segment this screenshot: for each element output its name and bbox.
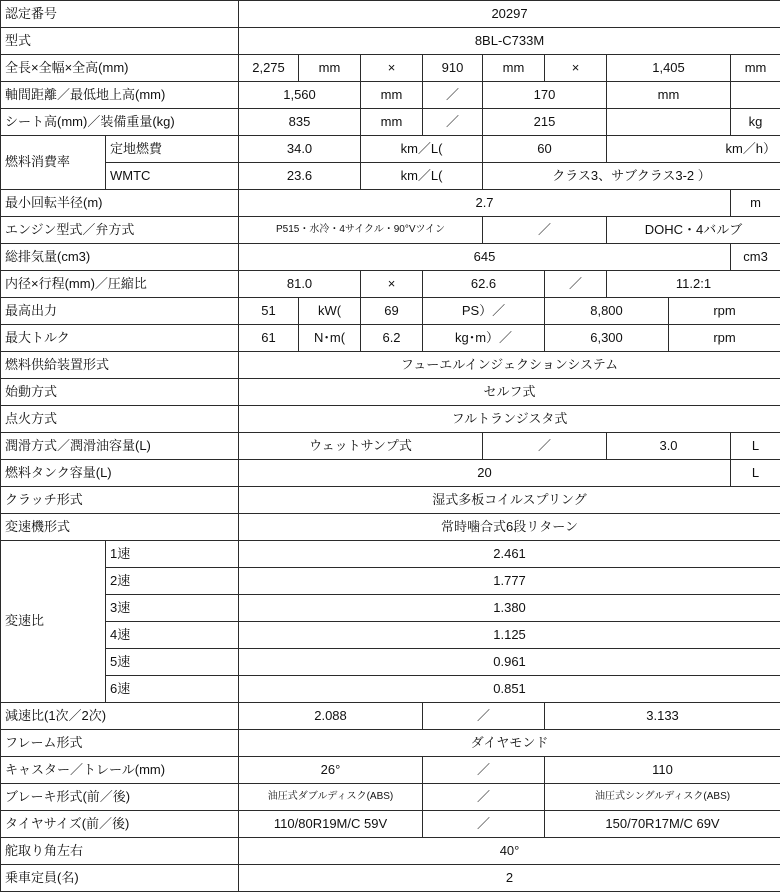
value-torque-kgm: 6.2 <box>361 325 423 352</box>
row-label-ignition: 点火方式 <box>1 406 239 433</box>
table-row <box>1 487 780 514</box>
row-label-caster-trail: キャスター／トレール(mm) <box>1 757 239 784</box>
table-row <box>1 136 780 163</box>
unit-displacement-cm3: cm3 <box>731 244 780 271</box>
row-label-dimensions: 全長×全幅×全高(mm) <box>1 55 239 82</box>
row-label-max-torque: 最大トルク <box>1 325 239 352</box>
gear-value-4: 1.125 <box>239 622 780 649</box>
gear-label-1: 1速 <box>106 541 239 568</box>
value-wmtc-class: クラス3、サブクラス3-2 ） <box>483 163 780 190</box>
unit-torque-rpm: rpm <box>669 325 780 352</box>
table-row <box>1 271 780 298</box>
row-label-max-power: 最高出力 <box>1 298 239 325</box>
value-seat-height: 835 <box>239 109 361 136</box>
value-stroke: 62.6 <box>423 271 545 298</box>
table-row <box>1 298 780 325</box>
row-label-seat-height-weight: シート高(mm)／装備重量(kg) <box>1 109 239 136</box>
unit-weight-kg: kg <box>731 109 780 136</box>
separator-slash-brake: ／ <box>423 784 545 811</box>
unit-power-kw: kW( <box>299 298 361 325</box>
value-oil-capacity: 3.0 <box>607 433 731 460</box>
table-row <box>1 352 780 379</box>
value-fuel-tank: 20 <box>239 460 731 487</box>
unit-wmtc-kml: km／L( <box>361 163 483 190</box>
value-starter: セルフ式 <box>239 379 780 406</box>
unit-oil-capacity-l: L <box>731 433 780 460</box>
separator-multiply-2: × <box>545 55 607 82</box>
table-row <box>1 757 780 784</box>
table-row <box>1 163 780 190</box>
row-label-model-code: 型式 <box>1 28 239 55</box>
table-row <box>1 676 780 703</box>
table-row <box>1 433 780 460</box>
separator-slash-lubrication: ／ <box>483 433 607 460</box>
gear-value-2: 1.777 <box>239 568 780 595</box>
value-engine-type: P515・水冷・4サイクル・90°Vツイン <box>239 217 483 244</box>
unit-wheelbase-mm: mm <box>361 82 423 109</box>
value-transmission: 常時噛合式6段リターン <box>239 514 780 541</box>
value-ground-clearance: 170 <box>483 82 607 109</box>
value-torque-nm: 61 <box>239 325 299 352</box>
table-row <box>1 406 780 433</box>
row-label-fuel-system: 燃料供給装置形式 <box>1 352 239 379</box>
value-passenger-capacity: 2 <box>239 865 780 892</box>
table-row <box>1 649 780 676</box>
table-row <box>1 622 780 649</box>
separator-slash-tire: ／ <box>423 811 545 838</box>
unit-ground-clearance-mm: mm <box>607 82 731 109</box>
table-row <box>1 703 780 730</box>
separator-multiply-1: × <box>361 55 423 82</box>
row-label-transmission: 変速機形式 <box>1 514 239 541</box>
unit-torque-kgm: kg･m）／ <box>423 325 545 352</box>
row-label-wheelbase: 軸間距離／最低地上高(mm) <box>1 82 239 109</box>
unit-turning-radius-m: m <box>731 190 780 217</box>
value-constant-speed-fuel: 34.0 <box>239 136 361 163</box>
table-row <box>1 811 780 838</box>
row-label-engine-type: エンジン型式／弁方式 <box>1 217 239 244</box>
table-row <box>1 730 780 757</box>
row-label-displacement: 総排気量(cm3) <box>1 244 239 271</box>
unit-length-mm: mm <box>299 55 361 82</box>
value-frame: ダイヤモンド <box>239 730 780 757</box>
unit-width-mm: mm <box>483 55 545 82</box>
unit-height-mm: mm <box>731 55 780 82</box>
gear-value-6: 0.851 <box>239 676 780 703</box>
value-ignition: フルトランジスタ式 <box>239 406 780 433</box>
row-label-starter: 始動方式 <box>1 379 239 406</box>
table-row <box>1 82 780 109</box>
unit-constant-speed-kml: km／L( <box>361 136 483 163</box>
separator-slash-reduction: ／ <box>423 703 545 730</box>
value-fuel-system: フューエルインジェクションシステム <box>239 352 780 379</box>
row-label-clutch: クラッチ形式 <box>1 487 239 514</box>
table-row <box>1 541 780 568</box>
value-power-ps: 69 <box>361 298 423 325</box>
table-row <box>1 595 780 622</box>
table-row <box>1 325 780 352</box>
row-label-reduction-ratio: 減速比(1次／2次) <box>1 703 239 730</box>
value-bore: 81.0 <box>239 271 361 298</box>
table-row <box>1 514 780 541</box>
value-overall-height: 1,405 <box>607 55 731 82</box>
separator-multiply-bore: × <box>361 271 423 298</box>
value-overall-length: 2,275 <box>239 55 299 82</box>
value-rear-brake: 油圧式シングルディスク(ABS) <box>545 784 780 811</box>
row-label-fuel-tank: 燃料タンク容量(L) <box>1 460 239 487</box>
value-clutch: 湿式多板コイルスプリング <box>239 487 780 514</box>
separator-slash-engine: ／ <box>483 217 607 244</box>
row-value-certification-number: 20297 <box>239 1 780 28</box>
separator-slash-bore: ／ <box>545 271 607 298</box>
value-compression-ratio: 11.2:1 <box>607 271 780 298</box>
value-overall-width: 910 <box>423 55 483 82</box>
row-label-certification-number: 認定番号 <box>1 1 239 28</box>
separator-slash-seat: ／ <box>423 109 483 136</box>
unit-torque-nm: N･m( <box>299 325 361 352</box>
gear-label-2: 2速 <box>106 568 239 595</box>
value-rear-tire: 150/70R17M/C 69V <box>545 811 780 838</box>
row-value-model-code: 8BL-C733M <box>239 28 780 55</box>
unit-constant-speed-kmh-label: km／h） <box>607 136 780 163</box>
value-curb-weight: 215 <box>483 109 607 136</box>
table-row <box>1 460 780 487</box>
gear-label-6: 6速 <box>106 676 239 703</box>
table-row <box>1 217 780 244</box>
gear-value-5: 0.961 <box>239 649 780 676</box>
table-row <box>1 784 780 811</box>
value-secondary-reduction: 3.133 <box>545 703 780 730</box>
value-turning-radius: 2.7 <box>239 190 731 217</box>
value-constant-speed-kmh: 60 <box>483 136 607 163</box>
value-wmtc-fuel: 23.6 <box>239 163 361 190</box>
table-row <box>1 190 780 217</box>
gear-label-3: 3速 <box>106 595 239 622</box>
table-row <box>1 568 780 595</box>
value-torque-rpm: 6,300 <box>545 325 669 352</box>
value-power-kw: 51 <box>239 298 299 325</box>
separator-slash-wheelbase: ／ <box>423 82 483 109</box>
table-row <box>1 55 780 82</box>
value-displacement: 645 <box>239 244 731 271</box>
spacer-wheelbase <box>731 82 780 109</box>
value-steering-angle: 40° <box>239 838 780 865</box>
separator-slash-caster: ／ <box>423 757 545 784</box>
unit-power-rpm: rpm <box>669 298 780 325</box>
unit-seat-mm: mm <box>361 109 423 136</box>
value-trail: 110 <box>545 757 780 784</box>
row-label-frame: フレーム形式 <box>1 730 239 757</box>
sub-label-wmtc: WMTC <box>106 163 239 190</box>
row-label-tire-size: タイヤサイズ(前／後) <box>1 811 239 838</box>
row-label-bore-stroke: 内径×行程(mm)／圧縮比 <box>1 271 239 298</box>
unit-fuel-tank-l: L <box>731 460 780 487</box>
sub-label-constant-speed: 定地燃費 <box>106 136 239 163</box>
table-row <box>1 244 780 271</box>
row-label-turning-radius: 最小回転半径(m) <box>1 190 239 217</box>
gear-value-1: 2.461 <box>239 541 780 568</box>
table-row <box>1 1 780 28</box>
gear-value-3: 1.380 <box>239 595 780 622</box>
value-caster: 26° <box>239 757 423 784</box>
row-label-fuel-consumption: 燃料消費率 <box>1 136 106 190</box>
table-row <box>1 865 780 892</box>
row-label-gear-ratios: 変速比 <box>1 541 106 703</box>
table-row <box>1 28 780 55</box>
table-row <box>1 109 780 136</box>
row-label-brakes: ブレーキ形式(前／後) <box>1 784 239 811</box>
gear-label-5: 5速 <box>106 649 239 676</box>
row-label-lubrication: 潤滑方式／潤滑油容量(L) <box>1 433 239 460</box>
unit-power-ps: PS）／ <box>423 298 545 325</box>
row-label-steering-angle: 舵取り角左右 <box>1 838 239 865</box>
value-primary-reduction: 2.088 <box>239 703 423 730</box>
value-wheelbase: 1,560 <box>239 82 361 109</box>
value-valve-type: DOHC・4バルブ <box>607 217 780 244</box>
table-row <box>1 379 780 406</box>
value-power-rpm: 8,800 <box>545 298 669 325</box>
value-front-tire: 110/80R19M/C 59V <box>239 811 423 838</box>
spacer-weight <box>607 109 731 136</box>
gear-label-4: 4速 <box>106 622 239 649</box>
value-lubrication: ウェットサンプ式 <box>239 433 483 460</box>
table-row <box>1 838 780 865</box>
row-label-passenger-capacity: 乗車定員(名) <box>1 865 239 892</box>
value-front-brake: 油圧式ダブルディスク(ABS) <box>239 784 423 811</box>
